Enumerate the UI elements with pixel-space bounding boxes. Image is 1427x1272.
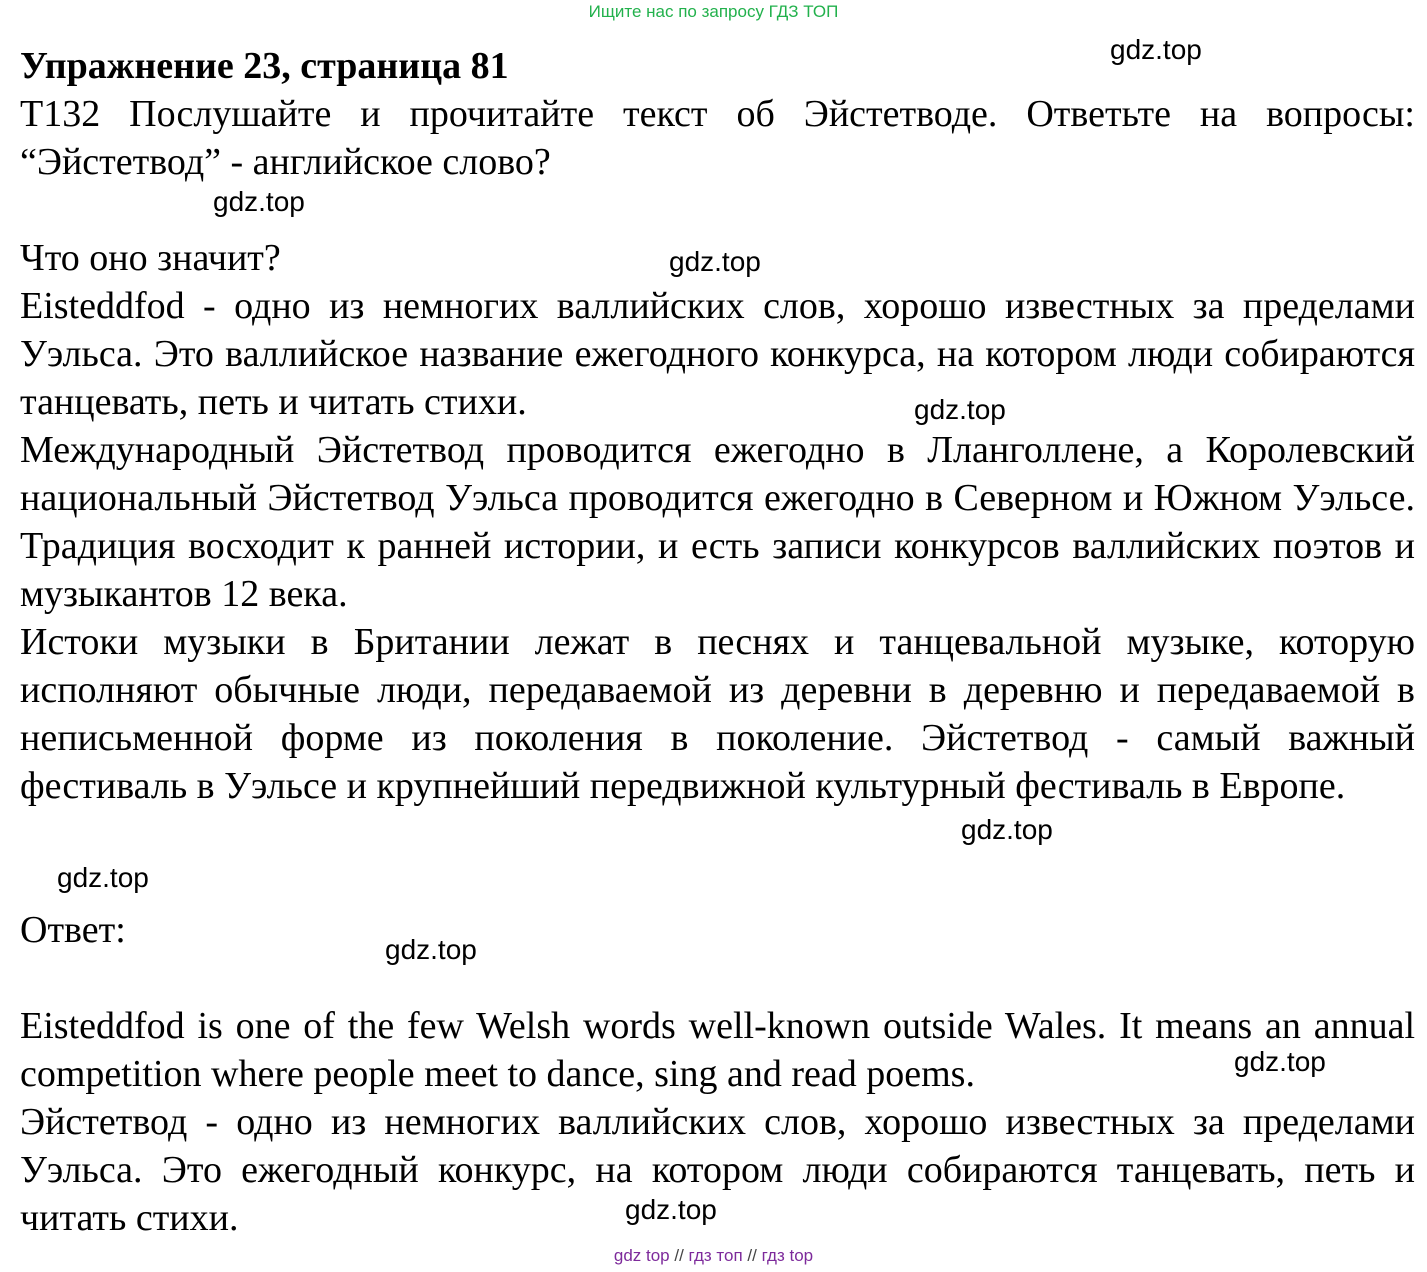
task-instruction: T132 Послушайте и прочитайте текст об Эйстетводе. Ответьте на вопросы: “Эйстетвод” - английское слово? (20, 93, 1415, 183)
top-banner: Ищите нас по запросу ГДЗ ТОП (588, 2, 839, 21)
footer-links (0, 1246, 1427, 1266)
footer-link[interactable]: gdz top (613, 1246, 670, 1265)
watermark: gdz.top (625, 1194, 717, 1225)
text-paragraph-2: Международный Эйстетвод проводится ежегодно в Лланголлене, а Королевский национальный Эйстетвод Уэльса проводится ежегодно в Северном и Южном Уэльсе. Традиция восходит к ранней истории, и есть записи конкурсов валлийских поэтов и музыкантов 12 века. (20, 429, 1415, 615)
answer-label: Ответ: (20, 909, 126, 951)
watermark: gdz.top (914, 394, 1006, 425)
watermark: gdz.top (213, 186, 305, 217)
watermark: gdz.top (1234, 1046, 1326, 1077)
footer-link[interactable]: гдз top (761, 1246, 814, 1265)
footer-separator: // (674, 1246, 684, 1265)
footer-link[interactable]: гдз топ (688, 1246, 743, 1265)
watermark: gdz.top (669, 246, 761, 277)
watermark: gdz.top (385, 934, 477, 965)
task-question: Что оно значит? (20, 237, 281, 279)
watermark: gdz.top (961, 814, 1053, 845)
text-paragraph-3: Истоки музыки в Британии лежат в песнях и танцевальной музыке, которую исполняют обычные люди, передаваемой из деревни в деревню и передаваемой в неписьменной форме из поколения в поколение. Эйстетвод - самый важный фестиваль в Уэльсе и крупнейший передвижной культурный фестиваль в Европе. (20, 621, 1415, 807)
watermark: gdz.top (1110, 34, 1202, 65)
page-title: Упражнение 23, страница 81 (20, 45, 509, 87)
watermark: gdz.top (57, 862, 149, 893)
text-paragraph-1: Eisteddfod - одно из немногих валлийских слов, хорошо известных за пределами Уэльса. Это валлийское название ежегодного конкурса, на котором люди собираются танцевать, петь и читать стихи. (20, 285, 1415, 423)
answer-english: Eisteddfod is one of the few Welsh words well-known outside Wales. It means an annual competition where people meet to dance, sing and read poems. (20, 1005, 1415, 1095)
footer-separator: // (747, 1246, 757, 1265)
answer-russian: Эйстетвод - одно из немногих валлийских слов, хорошо известных за пределами Уэльса. Это ежегодный конкурс, на котором люди собираются танцевать, петь и читать стихи. (20, 1101, 1415, 1239)
